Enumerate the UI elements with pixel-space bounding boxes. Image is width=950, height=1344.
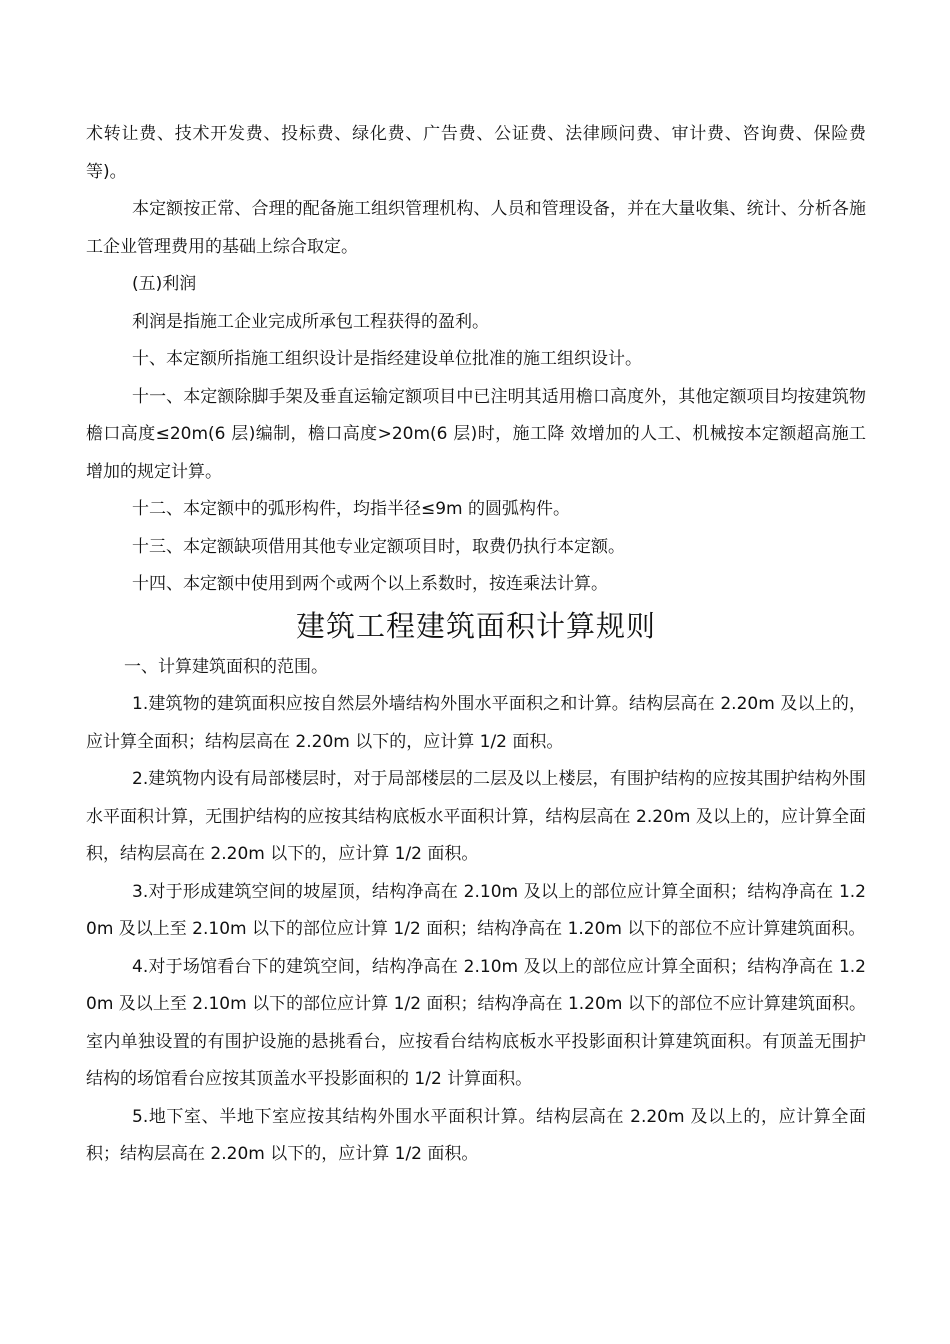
rule-4: 4.对于场馆看台下的建筑空间，结构净高在 2.10m 及以上的部位应计算全面积；结构净高在 1.20m 及以上至 2.10m 以下的部位应计算 1/2 面积；结构净高在 1.20m 以下的部位不应计算建筑面积。室内单独设置的有围护设施的悬挑看台，应按看台结构底板水平投影面积计算建筑面积。有顶盖无围护结构的场馆看台应按其顶盖水平投影面积的 1/2 计算面积。 — [86, 956, 866, 1089]
rule-2: 2.建筑物内设有局部楼层时，对于局部楼层的二层及以上楼层，有围护结构的应按其围护结构外围水平面积计算，无围护结构的应按其结构底板水平面积计算，结构层高在 2.20m 及以上的，应计算全面积，结构层高在 2.20m 以下的，应计算 1/2 面积。 — [86, 769, 866, 864]
clause-11: 十一、本定额除脚手架及垂直运输定额项目中已注明其适用檐口高度外，其他定额项目均按建筑物檐口高度≤20m(6 层)编制，檐口高度>20m(6 层)时，施工降 效增加的人工、机械按本定额超高施工增加的规定计算。 — [86, 386, 866, 482]
heading-profit: (五)利润 — [132, 274, 197, 294]
clause-12: 十二、本定额中的弧形构件，均指半径≤9m 的圆弧构件。 — [132, 499, 571, 519]
clause-13: 十三、本定额缺项借用其他专业定额项目时，取费仍执行本定额。 — [132, 536, 625, 557]
paragraph-fee-list-continuation: 术转让费、技术开发费、投标费、绿化费、广告费、公证费、法律顾问费、审计费、咨询费、保险费等)。 — [86, 124, 866, 182]
paragraph-management-fee-basis: 本定额按正常、合理的配备施工组织管理机构、人员和管理设备，并在大量收集、统计、分析各施工企业管理费用的基础上综合取定。 — [86, 199, 866, 257]
clause-14: 十四、本定额中使用到两个或两个以上系数时，按连乘法计算。 — [132, 574, 608, 594]
section-title: 建筑工程建筑面积计算规则 — [295, 608, 656, 643]
rule-5: 5.地下室、半地下室应按其结构外围水平面积计算。结构层高在 2.20m 及以上的，应计算全面积；结构层高在 2.20m 以下的，应计算 1/2 面积。 — [86, 1106, 866, 1164]
paragraph-profit-definition: 利润是指施工企业完成所承包工程获得的盈利。 — [132, 311, 489, 332]
document-page — [86, 116, 866, 1174]
rule-3: 3.对于形成建筑空间的坡屋顶，结构净高在 2.10m 及以上的部位应计算全面积；结构净高在 1.20m 及以上至 2.10m 以下的部位应计算 1/2 面积；结构净高在 1.20m 以下的部位不应计算建筑面积。 — [86, 881, 866, 939]
clause-10: 十、本定额所指施工组织设计是指经建设单位批准的施工组织设计。 — [132, 349, 642, 369]
rule-1: 1.建筑物的建筑面积应按自然层外墙结构外围水平面积之和计算。结构层高在 2.20m 及以上的，应计算全面积；结构层高在 2.20m 以下的，应计算 1/2 面积。 — [86, 694, 866, 752]
section-heading-scope: 一、计算建筑面积的范围。 — [124, 656, 328, 677]
